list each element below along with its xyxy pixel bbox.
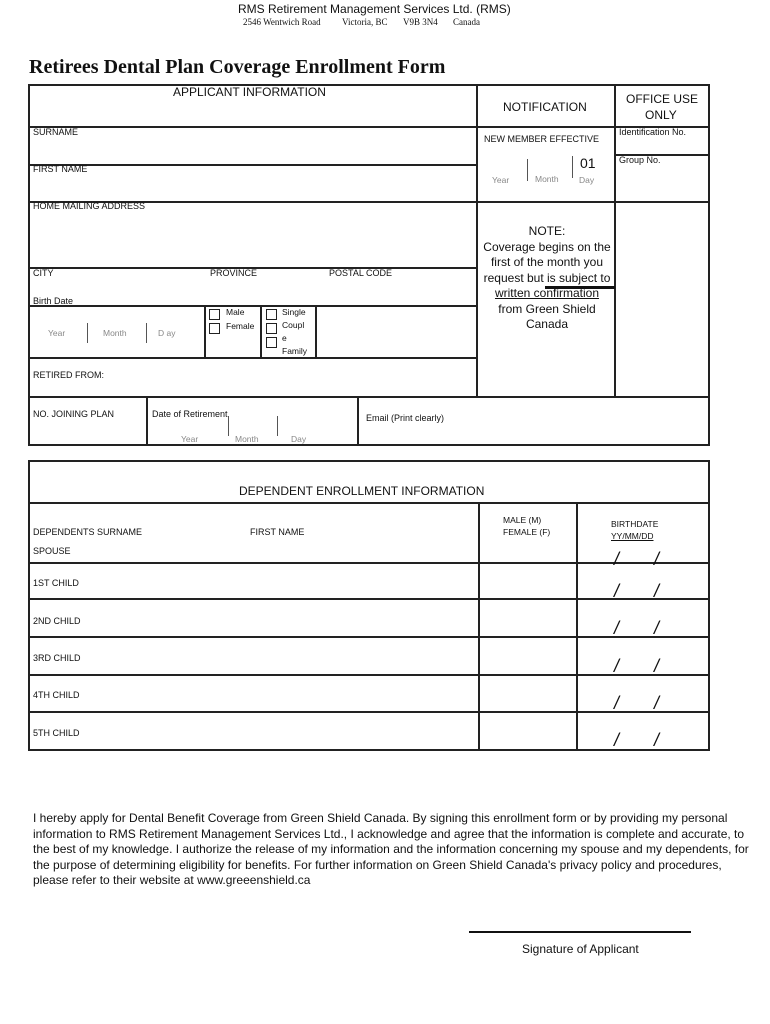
single-label: Single [282,307,306,317]
effective-date-field[interactable] [480,150,612,198]
form-title: Retirees Dental Plan Coverage Enrollment Form [29,56,446,78]
retired-from-field[interactable] [110,360,474,394]
birthdate-slash: / [614,618,620,638]
female-checkbox[interactable] [209,323,220,334]
note-line-3: request but is subject to [483,270,611,285]
couple-label-cont: e [282,333,287,343]
dependents-section-title: DEPENDENT ENROLLMENT INFORMATION [239,484,485,498]
declaration-text: I hereby apply for Dental Benefit Coverage from Green Shield Canada. By signing this enrollment form or by providing my personal information to RMS Retirement Management Services Ltd., I acknowledge and agree that the information is complete and accurate, to the best of my knowledge. I authorize the release of my information and the information concerning my spouse and my dependents, for the purpose of determining eligibility for benefits. For further information on Green Shield Canada's privacy policy and procedures, please refer to their website at www.greeenshield.ca [33,811,749,888]
couple-checkbox[interactable] [266,323,277,334]
date-of-retirement-label: Date of Retirement [152,409,228,419]
sex-header-2: FEMALE (F) [503,527,551,537]
applicant-section-title: APPLICANT INFORMATION [173,85,326,99]
province-field[interactable] [208,280,326,304]
male-label: Male [226,307,245,317]
table-row [30,676,706,713]
province-label: PROVINCE [210,268,258,278]
row-label-spouse: SPOUSE [33,546,71,556]
identification-no-label: Identification No. [619,127,687,137]
birthdate-slash: / [614,656,620,676]
row-label-1st-child: 1ST CHILD [33,578,79,588]
row-label-5th-child: 5TH CHILD [33,728,80,738]
office-use-title: OFFICE USE [626,92,699,106]
company-country: Canada [453,17,480,27]
surname-field[interactable] [30,138,474,163]
note-line-2: first of the month you [490,255,604,269]
company-street: 2546 Wentwich Road [243,17,321,27]
retirement-year-label: Year [181,434,199,444]
row-label-3rd-child: 3RD CHILD [33,653,81,663]
retirement-month-label: Month [235,434,259,444]
no-joining-plan-label: NO. JOINING PLAN [33,409,115,419]
retired-from-label: RETIRED FROM: [33,370,104,380]
couple-label: Coupl [282,320,305,330]
row-label-2nd-child: 2ND CHILD [33,616,81,626]
company-postal: V9B 3N4 [403,17,438,27]
single-checkbox[interactable] [266,309,277,320]
birth-year-label: Year [48,328,66,338]
birthdate-slash: / [654,549,660,569]
birthdate-slash: / [654,693,660,713]
postal-code-field[interactable] [328,280,474,304]
birthdate-header-2: YY/MM/DD [611,531,654,541]
birthdate-header-1: BIRTHDATE [611,519,659,529]
first-name-field[interactable] [30,176,474,200]
note-line-4: written confirmation [494,286,600,300]
effective-day-value: 01 [580,155,596,171]
company-name: RMS Retirement Management Services Ltd. (RMS) [238,2,511,16]
birth-day-label: D ay [158,328,176,338]
home-address-label: HOME MAILING ADDRESS [33,201,146,211]
notification-title: NOTIFICATION [503,100,587,114]
table-row [30,638,706,676]
table-row [30,540,706,569]
female-label: Female [226,321,255,331]
city-label: CITY [33,268,54,278]
dependents-surname-header: DEPENDENTS SURNAME [33,527,143,537]
note-title: NOTE: [528,224,566,238]
birthdate-slash: / [654,581,660,601]
first-name-label: FIRST NAME [33,164,88,174]
home-address-field[interactable] [30,213,474,266]
new-member-effective-label: NEW MEMBER EFFECTIVE [484,134,600,144]
note-line-6: Canada [525,317,569,331]
email-field[interactable] [450,400,705,442]
email-label: Email (Print clearly) [366,413,445,423]
table-row [30,564,706,601]
birthdate-slash: / [614,549,620,569]
birthdate-slash: / [614,581,620,601]
birthdate-slash: / [654,730,660,750]
effective-day-label: Day [579,175,595,185]
birth-month-label: Month [103,328,127,338]
note-line-1: Coverage begins on the [483,239,611,254]
sex-header-1: MALE (M) [503,515,542,525]
birthdate-slash: / [614,730,620,750]
family-label: Family [282,346,308,356]
postal-code-label: POSTAL CODE [329,268,393,278]
birthdate-slash: / [654,656,660,676]
signature-line[interactable] [469,931,691,933]
note-line-5: from Green Shield [498,301,596,316]
family-checkbox[interactable] [266,337,277,348]
table-row [30,600,706,638]
signature-label: Signature of Applicant [522,942,639,956]
effective-year-label: Year [492,175,510,185]
office-use-title-2: ONLY [645,108,677,122]
retirement-day-label: Day [291,434,307,444]
company-city: Victoria, BC [342,17,388,27]
birth-date-label: Birth Date [33,296,74,306]
birthdate-slash: / [654,618,660,638]
male-checkbox[interactable] [209,309,220,320]
dependents-first-name-header: FIRST NAME [250,527,305,537]
table-row [30,713,706,748]
birthdate-slash: / [614,693,620,713]
birth-date-field[interactable] [30,315,202,355]
row-label-4th-child: 4TH CHILD [33,690,80,700]
surname-label: SURNAME [33,127,79,137]
group-no-label: Group No. [619,155,661,165]
coverage-note [478,224,616,333]
effective-month-label: Month [535,174,559,184]
